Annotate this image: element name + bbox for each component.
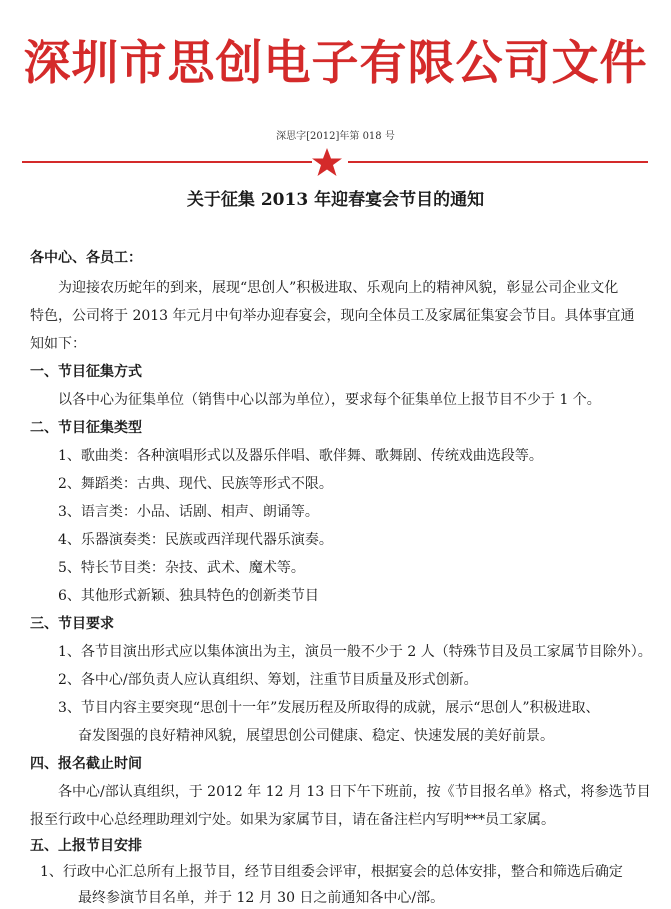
- company-header-title: 深圳市思创电子有限公司文件: [23, 36, 648, 91]
- header-divider-right: [348, 161, 648, 163]
- section-5-text: 1、行政中心汇总所有上报节目，经节目组委会评审，根据宴会的总体安排，整合和筛选后确定: [40, 864, 623, 880]
- section-2-item: 2、舞蹈类：古典、现代、民族等形式不限。: [58, 476, 333, 492]
- section-heading-4: 四、报名截止时间: [30, 756, 142, 772]
- section-1-text: 以各中心为征集单位（销售中心以部为单位），要求每个征集单位上报节目不少于 1 个。: [58, 392, 601, 408]
- intro-line: 特色，公司将于 2013 年元月中旬举办迎春宴会，现向全体员工及家属征集宴会节目。具体事宜通: [30, 308, 635, 324]
- section-5-text: 最终参演节目名单，并于 12 月 30 日之前通知各中心/部。: [78, 890, 445, 906]
- section-heading-1: 一、节目征集方式: [30, 364, 142, 380]
- section-heading-3: 三、节目要求: [30, 616, 114, 632]
- intro-line: 知如下：: [30, 336, 86, 352]
- section-3-item: 奋发图强的良好精神风貌，展望思创公司健康、稳定、快速发展的美好前景。: [78, 728, 554, 744]
- salutation: 各中心、各员工：: [30, 250, 142, 266]
- section-3-item: 1、各节目演出形式应以集体演出为主，演员一般不少于 2 人（特殊节目及员工家属节目除外）。: [58, 644, 652, 660]
- section-2-item: 4、乐器演奏类：民族或西洋现代器乐演奏。: [58, 532, 333, 548]
- section-3-item: 3、节目内容主要突现“思创十一年”发展历程及所取得的成就，展示“思创人”积极进取、: [58, 700, 600, 716]
- section-4-text: 各中心/部认真组织，于 2012 年 12 月 13 日下午下班前，按《节目报名单》格式，将参选节目: [58, 784, 651, 800]
- section-2-item: 6、其他形式新颖、独具特色的创新类节目: [58, 588, 319, 604]
- section-4-text: 报至行政中心总经理助理刘宁处。如果为家属节目，请在备注栏内写明***员工家属。: [30, 812, 555, 828]
- section-heading-2: 二、节目征集类型: [30, 420, 142, 436]
- section-heading-5: 五、上报节目安排: [30, 838, 142, 854]
- intro-line: 为迎接农历蛇年的到来，展现“思创人”积极进取、乐观向上的精神风貌，彰显公司企业文化: [58, 280, 619, 296]
- section-2-item: 5、特长节目类：杂技、武术、魔术等。: [58, 560, 305, 576]
- notice-title: 关于征集 2013 年迎春宴会节目的通知: [186, 190, 485, 210]
- section-2-item: 1、歌曲类：各种演唱形式以及器乐伴唱、歌伴舞、歌舞剧、传统戏曲选段等。: [58, 448, 543, 464]
- header-divider-left: [22, 161, 312, 163]
- section-2-item: 3、语言类：小品、话剧、相声、朗诵等。: [58, 504, 319, 520]
- section-3-item: 2、各中心/部负责人应认真组织、筹划，注重节目质量及形式创新。: [58, 672, 478, 688]
- document-number: 深思字[2012]年第 018 号: [276, 131, 395, 142]
- star-icon: [310, 147, 344, 177]
